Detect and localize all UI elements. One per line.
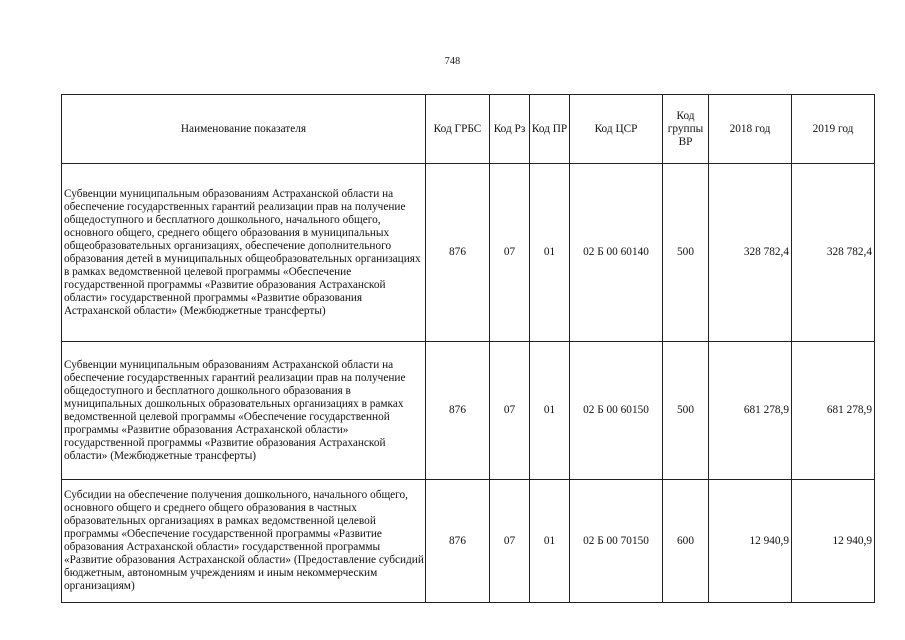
cell-grbs: 876 (426, 480, 490, 603)
cell-csr: 02 Б 00 60150 (570, 342, 663, 480)
cell-rz: 07 (490, 164, 530, 342)
budget-table (61, 94, 875, 603)
header-year-2019: 2019 год (792, 95, 875, 164)
cell-amount-2018: 12 940,9 (709, 480, 792, 603)
cell-pr: 01 (530, 164, 570, 342)
table-row (62, 342, 875, 480)
header-name: Наименование показателя (62, 95, 426, 164)
header-year-2018: 2018 год (709, 95, 792, 164)
cell-rz: 07 (490, 480, 530, 603)
header-vr: Код группы ВР (663, 95, 709, 164)
cell-csr: 02 Б 00 60140 (570, 164, 663, 342)
cell-amount-2019: 328 782,4 (792, 164, 875, 342)
table-row (62, 164, 875, 342)
cell-vr: 600 (663, 480, 709, 603)
header-pr: Код ПР (530, 95, 570, 164)
cell-amount-2019: 681 278,9 (792, 342, 875, 480)
cell-pr: 01 (530, 480, 570, 603)
cell-grbs: 876 (426, 164, 490, 342)
cell-csr: 02 Б 00 70150 (570, 480, 663, 603)
cell-amount-2019: 12 940,9 (792, 480, 875, 603)
cell-name: Субвенции муниципальным образованиям Астраханской области на обеспечение государственных гарантий реализации прав на получение общедоступного и бесплатного дошкольного образования в муниципальных дошкольных образовательных организациях в рамках ведомственной целевой программы «Обеспечение государственной программы «Развитие образования Астраханской области» государственной программы «Развитие образования Астраханской области» (Межбюджетные трансферты) (62, 342, 426, 480)
page-number: 748 (444, 56, 461, 67)
cell-amount-2018: 681 278,9 (709, 342, 792, 480)
table-header-row (62, 95, 875, 164)
header-rz: Код Рз (490, 95, 530, 164)
cell-name: Субсидии на обеспечение получения дошкольного, начального общего, основного общего и среднего общего образования в частных образовательных организациях в рамках ведомственной целевой программы «Обеспечение государственной программы «Развитие образования Астраханской области» государственной программы «Развитие образования Астраханской области» (Предоставление субсидий бюджетным, автономным учреждениям и иным некоммерческим организациям) (62, 480, 426, 603)
header-grbs: Код ГРБС (426, 95, 490, 164)
cell-vr: 500 (663, 342, 709, 480)
cell-pr: 01 (530, 342, 570, 480)
cell-rz: 07 (490, 342, 530, 480)
header-csr: Код ЦСР (570, 95, 663, 164)
cell-vr: 500 (663, 164, 709, 342)
cell-grbs: 876 (426, 342, 490, 480)
cell-name: Субвенции муниципальным образованиям Астраханской области на обеспечение государственных гарантий реализации прав на получение общедоступного и бесплатного дошкольного, начального общего, основного общего, среднего общего образования в муниципальных общеобразовательных организациях, обеспечение дополнительного образования детей в муниципальных общеобразовательных организациях в рамках ведомственной целевой программы «Обеспечение государственной программы «Развитие образования Астраханской области» государственной программы «Развитие образования Астраханской области» (Межбюджетные трансферты) (62, 164, 426, 342)
cell-amount-2018: 328 782,4 (709, 164, 792, 342)
table-row (62, 480, 875, 603)
